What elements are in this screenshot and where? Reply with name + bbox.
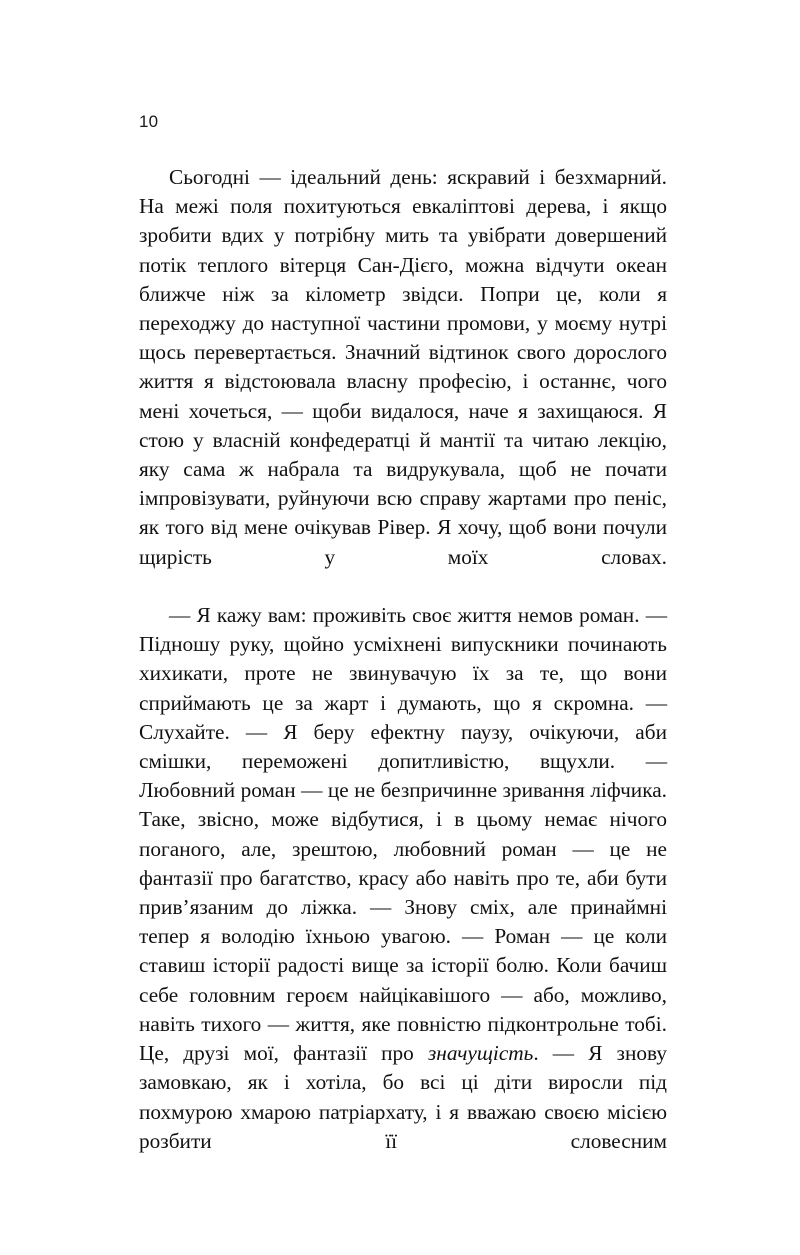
paragraph-2-part-before-italic: — Я кажу вам: проживіть своє життя немов роман. — Підношу руку, щойно усміхнені випускники починають хихикати, проте не звинувачую їх за те, що вони сприймають це за жарт і думають, що я скромна. — Слухайте. — Я беру ефектну паузу, очікуючи, аби смішки, переможені допитливістю, вщухли. — Любовний роман — це не безпричинне зривання ліфчика. Таке, звісно, може відбутися, і в цьому немає нічого поганого, але, зрештою, любовний роман — це не фантазії про багатство, красу або навіть про те, аби бути прив’язаним до ліжка. — Знову сміх, але принаймні тепер я володію їхньою увагою. — Роман — це коли ставиш історії радості вище за історії болю. Коли бачиш себе головним героєм найцікавішого — або, можливо, навіть тихого — життя, яке повністю підконтрольне тобі. Це, друзі мої, фантазії про <box>139 603 667 1066</box>
page-number: 10 <box>139 112 159 131</box>
page-text-block <box>139 163 667 1185</box>
emphasis-significance: значущість <box>427 1041 534 1066</box>
paragraph-2 <box>139 601 667 1185</box>
paragraph-2-part-after-italic: . — Я знову замовкаю, як і хотіла, бо всі ці діти виросли під похмурою хмарою патріархату, і я вважаю своєю місією розбити її словесним <box>139 1041 667 1153</box>
paragraph-1: Сьогодні — ідеальний день: яскравий і безхмарний. На межі поля похитуються евкаліптові дерева, і якщо зробити вдих у потрібну мить та увібрати довершений потік теплого вітерця Сан-Дієго, можна відчути океан ближче ніж за кілометр звідси. Попри це, коли я переходжу до наступної частини промови, у моєму нутрі щось перевертається. Значний відтинок свого дорослого життя я відстоювала власну професію, і останнє, чого мені хочеться, — щоби видалося, наче я захищаюся. Я стою у власній конфедератці й мантії та читаю лекцію, яку сама ж набрала та видрукувала, щоб не почати імпровізувати, руйнуючи всю справу жартами про пеніс, як того від мене очікував Рівер. Я хочу, щоб вони почули щирість у моїх словах. <box>139 165 667 569</box>
